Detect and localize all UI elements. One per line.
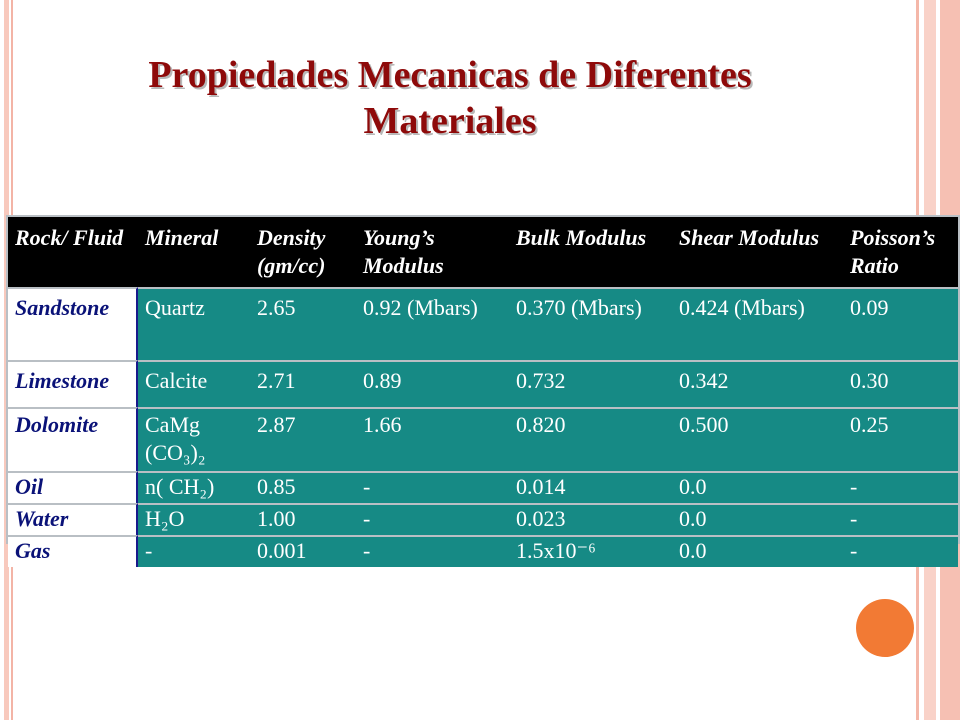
cell-youngs: 1.66 [356, 407, 509, 471]
cell-rock: Limestone [8, 360, 138, 407]
properties-table [8, 217, 958, 567]
cell-poisson: 0.09 [843, 287, 958, 360]
cell-bulk: 0.014 [509, 471, 672, 503]
cell-density: 2.65 [250, 287, 356, 360]
cell-density: 0.001 [250, 535, 356, 567]
cell-density: 0.85 [250, 471, 356, 503]
cell-shear: 0.500 [672, 407, 843, 471]
cell-density: 2.87 [250, 407, 356, 471]
table-header-row [8, 217, 958, 287]
cell-rock: Dolomite [8, 407, 138, 471]
slide-title [80, 52, 820, 144]
cell-density: 1.00 [250, 503, 356, 535]
cell-youngs: 0.89 [356, 360, 509, 407]
cell-rock: Sandstone [8, 287, 138, 360]
cell-rock: Gas [8, 535, 138, 567]
table-row [8, 287, 958, 360]
cell-youngs: - [356, 471, 509, 503]
cell-mineral: Quartz [138, 287, 250, 360]
cell-density: 2.71 [250, 360, 356, 407]
cell-shear: 0.0 [672, 503, 843, 535]
cell-youngs: - [356, 535, 509, 567]
table-row [8, 535, 958, 567]
cell-shear: 0.0 [672, 535, 843, 567]
table-row [8, 471, 958, 503]
header-bulk-modulus: Bulk Modulus [509, 217, 672, 287]
cell-bulk: 0.732 [509, 360, 672, 407]
cell-mineral: n( CH₂) [138, 471, 250, 503]
cell-poisson: 0.25 [843, 407, 958, 471]
cell-rock: Water [8, 503, 138, 535]
cell-bulk: 0.820 [509, 407, 672, 471]
decorative-orange-circle [856, 599, 914, 657]
table-row [8, 360, 958, 407]
cell-poisson: - [843, 471, 958, 503]
cell-poisson: - [843, 535, 958, 567]
cell-shear: 0.424 (Mbars) [672, 287, 843, 360]
header-mineral: Mineral [138, 217, 250, 287]
header-rock-fluid: Rock/ Fluid [8, 217, 138, 287]
cell-mineral: - [138, 535, 250, 567]
cell-youngs: - [356, 503, 509, 535]
title-line-1: Propiedades Mecanicas de Diferentes [148, 54, 752, 96]
header-poissons-ratio: Poisson’s Ratio [843, 217, 958, 287]
cell-mineral: CaMg (CO₃)₂ [138, 407, 250, 471]
cell-mineral: Calcite [138, 360, 250, 407]
cell-shear: 0.0 [672, 471, 843, 503]
cell-poisson: - [843, 503, 958, 535]
header-youngs-modulus: Young’s Modulus [356, 217, 509, 287]
cell-bulk: 1.5x10⁻⁶ [509, 535, 672, 567]
header-shear-modulus: Shear Modulus [672, 217, 843, 287]
cell-mineral: H₂O [138, 503, 250, 535]
cell-bulk: 0.023 [509, 503, 672, 535]
title-line-2: Materiales [363, 100, 537, 142]
cell-poisson: 0.30 [843, 360, 958, 407]
header-density: Density (gm/cc) [250, 217, 356, 287]
cell-shear: 0.342 [672, 360, 843, 407]
cell-rock: Oil [8, 471, 138, 503]
properties-table-container [6, 215, 960, 563]
table-row [8, 407, 958, 471]
cell-youngs: 0.92 (Mbars) [356, 287, 509, 360]
cell-bulk: 0.370 (Mbars) [509, 287, 672, 360]
table-row [8, 503, 958, 535]
